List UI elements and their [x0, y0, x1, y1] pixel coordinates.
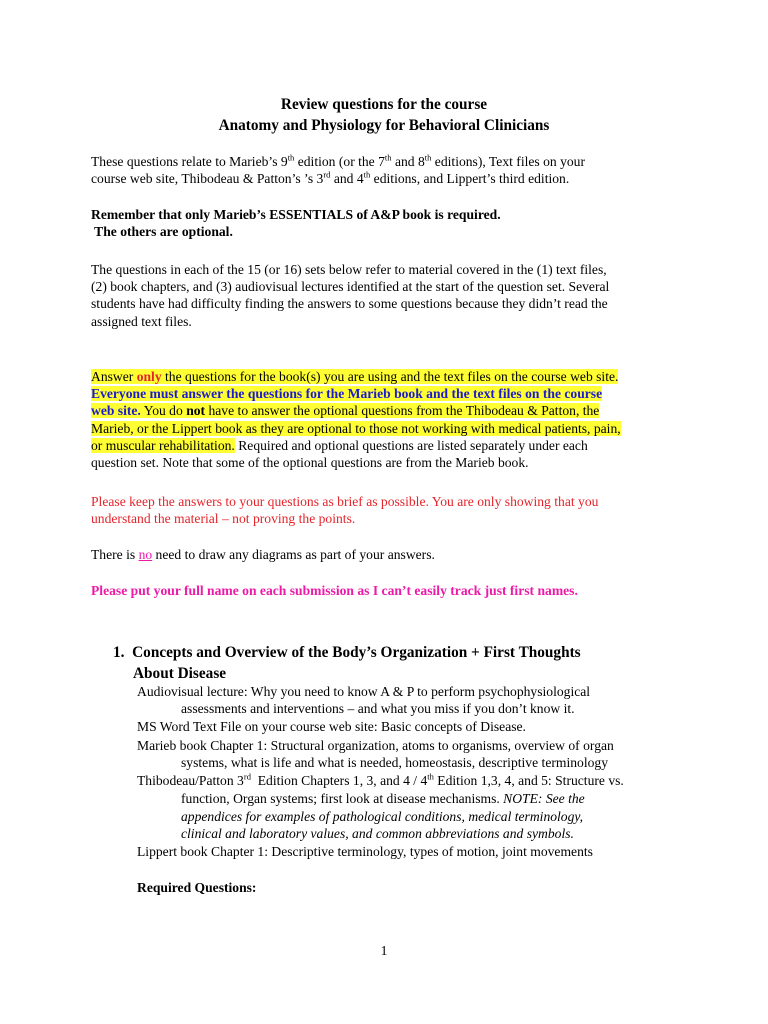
section-1-heading-line-2: About Disease [133, 665, 227, 682]
audiovisual-lecture-line-1: Audiovisual lecture: Why you need to know A & P to perform psychophysiological [137, 684, 591, 699]
title-line-1: Review questions for the course [280, 96, 488, 113]
section-1-heading-line-1: 1. Concepts and Overview of the Body’s Organization + First Thoughts [113, 644, 581, 661]
audiovisual-lecture-line-2: assessments and interventions – and what you miss if you don’t know it. [181, 701, 575, 716]
answer-line-2: Everyone must answer the questions for the Marieb book and the text files on the course [91, 386, 603, 402]
ms-word-text-file-line: MS Word Text File on your course web site: Basic concepts of Disease. [137, 719, 526, 734]
lippert-chapter-line: Lippert book Chapter 1: Descriptive terminology, types of motion, joint movements [137, 844, 593, 859]
answer-line-3: web site. You do not have to answer the optional questions from the Thibodeau & Patton, the [91, 403, 600, 419]
answer-paragraph [91, 368, 691, 471]
name-note: Please put your full name on each submission as I can’t easily track just first names. [91, 583, 578, 598]
thibodeau-line-4: clinical and laboratory values, and common abbreviations and symbols. [181, 826, 574, 841]
answer-line-4: Marieb, or the Lippert book as they are optional to those not working with medical patients, pain, [91, 420, 621, 436]
page-number: 1 [380, 943, 388, 958]
questions-paragraph: The questions in each of the 15 (or 16) sets below refer to material covered in the (1) text files, (2) book chapters, and (3) audiovisual lectures identified at the start of the question set. Several students have had difficulty finding the answers to some questions because they didn’t read the assigned text files. [91, 262, 610, 329]
answer-line-1: Answer only the questions for the book(s) you are using and the text files on the course web site. [91, 369, 619, 384]
title-line-2: Anatomy and Physiology for Behavioral Clinicians [218, 117, 550, 134]
answer-line-5: or muscular rehabilitation. Required and optional questions are listed separately under each [91, 437, 588, 453]
thibodeau-line-2: function, Organ systems; first look at disease mechanisms. NOTE: See the [181, 791, 585, 806]
marieb-chapter-line-1: Marieb book Chapter 1: Structural organization, atoms to organisms, overview of organ [137, 738, 614, 753]
remember-paragraph: Remember that only Marieb’s ESSENTIALS of A&P book is required. The others are optional. [91, 207, 501, 240]
diagram-note: There is no need to draw any diagrams as part of your answers. [91, 547, 435, 562]
intro-line-1: These questions relate to Marieb’s 9th edition (or the 7th and 8th editions), Text files on your [91, 152, 585, 169]
brief-paragraph: Please keep the answers to your questions as brief as possible. You are only showing that you understand the material – not proving the points. [91, 494, 599, 527]
intro-paragraph [91, 153, 691, 187]
intro-line-2: course web site, Thibodeau & Patton’s ’s 3rd and 4th editions, and Lippert’s third edition. [91, 169, 570, 187]
thibodeau-line-1: Thibodeau/Patton 3rd Edition Chapters 1, 3, and 4 / 4th Edition 1,3, 4, and 5: Structure vs. [137, 771, 624, 788]
answer-line-6: question set. Note that some of the optional questions are from the Marieb book. [91, 455, 529, 471]
required-questions-heading: Required Questions: [137, 880, 257, 895]
thibodeau-line-3: appendices for examples of pathological conditions, medical terminology, [181, 809, 584, 824]
marieb-chapter-line-2: systems, what is life and what is needed, homeostasis, descriptive terminology [181, 755, 608, 770]
